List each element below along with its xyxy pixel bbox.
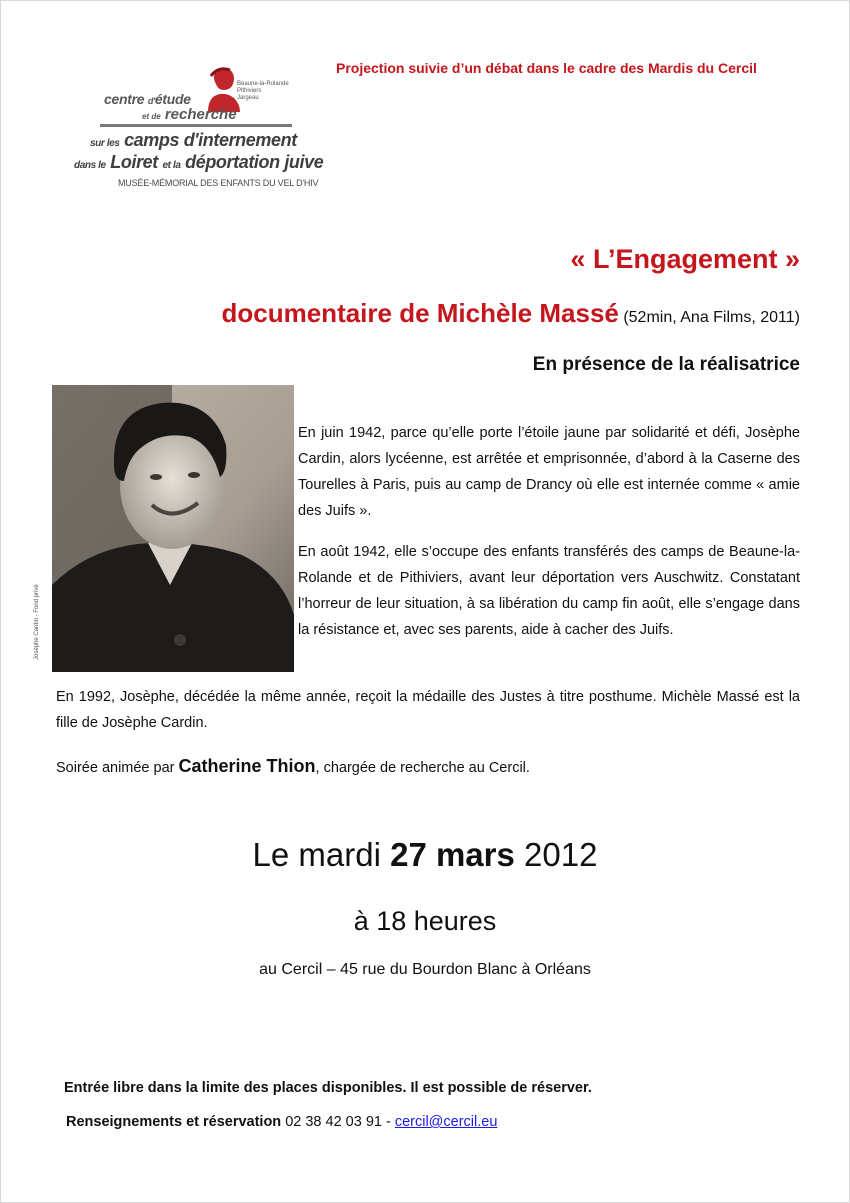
- portrait-photo: [52, 385, 294, 672]
- host-name: Catherine Thion: [178, 756, 316, 776]
- logo-line-3: sur les camps d'internement: [90, 130, 297, 150]
- logo-line-1: centre d'étude: [104, 91, 191, 107]
- logo-museum-line: MUSÉE-MÉMORIAL DES ENFANTS DU VEL D'HIV: [118, 178, 319, 188]
- director-presence: En présence de la réalisatrice: [532, 354, 800, 375]
- event-place: au Cercil – 45 rue du Bourdon Blanc à Orléans: [259, 961, 591, 978]
- film-subtitle-details: (52min, Ana Films, 2011): [623, 309, 800, 326]
- photo-credit: Josèphe Cardin - Fond privé: [34, 584, 40, 660]
- film-subtitle-main: documentaire de Michèle Massé: [221, 298, 619, 328]
- free-entry-note: Entrée libre dans la limite des places disponibles. Il est possible de réserver.: [64, 1080, 592, 1096]
- logo-divider: [100, 124, 292, 127]
- cercil-logo: [60, 64, 350, 196]
- logo-side-text: Beaune-la-Rolande Pithiviers Jargeau: [237, 81, 289, 101]
- contact-phone: 02 38 42 03 91 -: [281, 1114, 395, 1130]
- header-announcement: Projection suivie d’un débat dans le cadre des Mardis du Cercil: [336, 60, 757, 76]
- paragraph-2: En août 1942, elle s’occupe des enfants transférés des camps de Beaune-la-Rolande et de Pithiviers, avant leur déportation vers Auschwitz. Constatant l’horreur de leur situation, à sa libération du camp fin août, elle s’engage dans la résistance et, avec ses parents, aide à cacher des Juifs.: [298, 544, 800, 638]
- paragraph-1: En juin 1942, parce qu’elle porte l’étoile jaune par solidarité et défi, Josèphe Cardin, alors lycéenne, est arrêtée et emprisonnée, d’abord à la Caserne des Tourelles à Paris, puis au camp de Drancy où elle est internée comme « amie des Juifs ».: [298, 425, 800, 519]
- contact-line: [66, 1114, 497, 1130]
- paragraph-host: Soirée animée par Catherine Thion, chargée de recherche au Cercil.: [56, 756, 530, 776]
- portrait-illustration: [52, 385, 294, 672]
- event-time: à 18 heures: [353, 906, 497, 936]
- paragraph-3: En 1992, Josèphe, décédée la même année, reçoit la médaille des Justes à titre posthume. Michèle Massé est la fille de Josèphe Cardin.: [56, 689, 800, 731]
- contact-email-link[interactable]: cercil@cercil.eu: [394, 1114, 498, 1130]
- film-subtitle: [222, 298, 801, 329]
- logo-line-2: et de recherche: [142, 106, 237, 123]
- logo-line-4: dans le Loiret et la déportation juive: [74, 152, 324, 172]
- film-title: « L’Engagement »: [570, 244, 800, 274]
- event-date: Le mardi 27 mars 2012: [252, 836, 598, 873]
- contact-label: Renseignements et réservation: [66, 1114, 282, 1130]
